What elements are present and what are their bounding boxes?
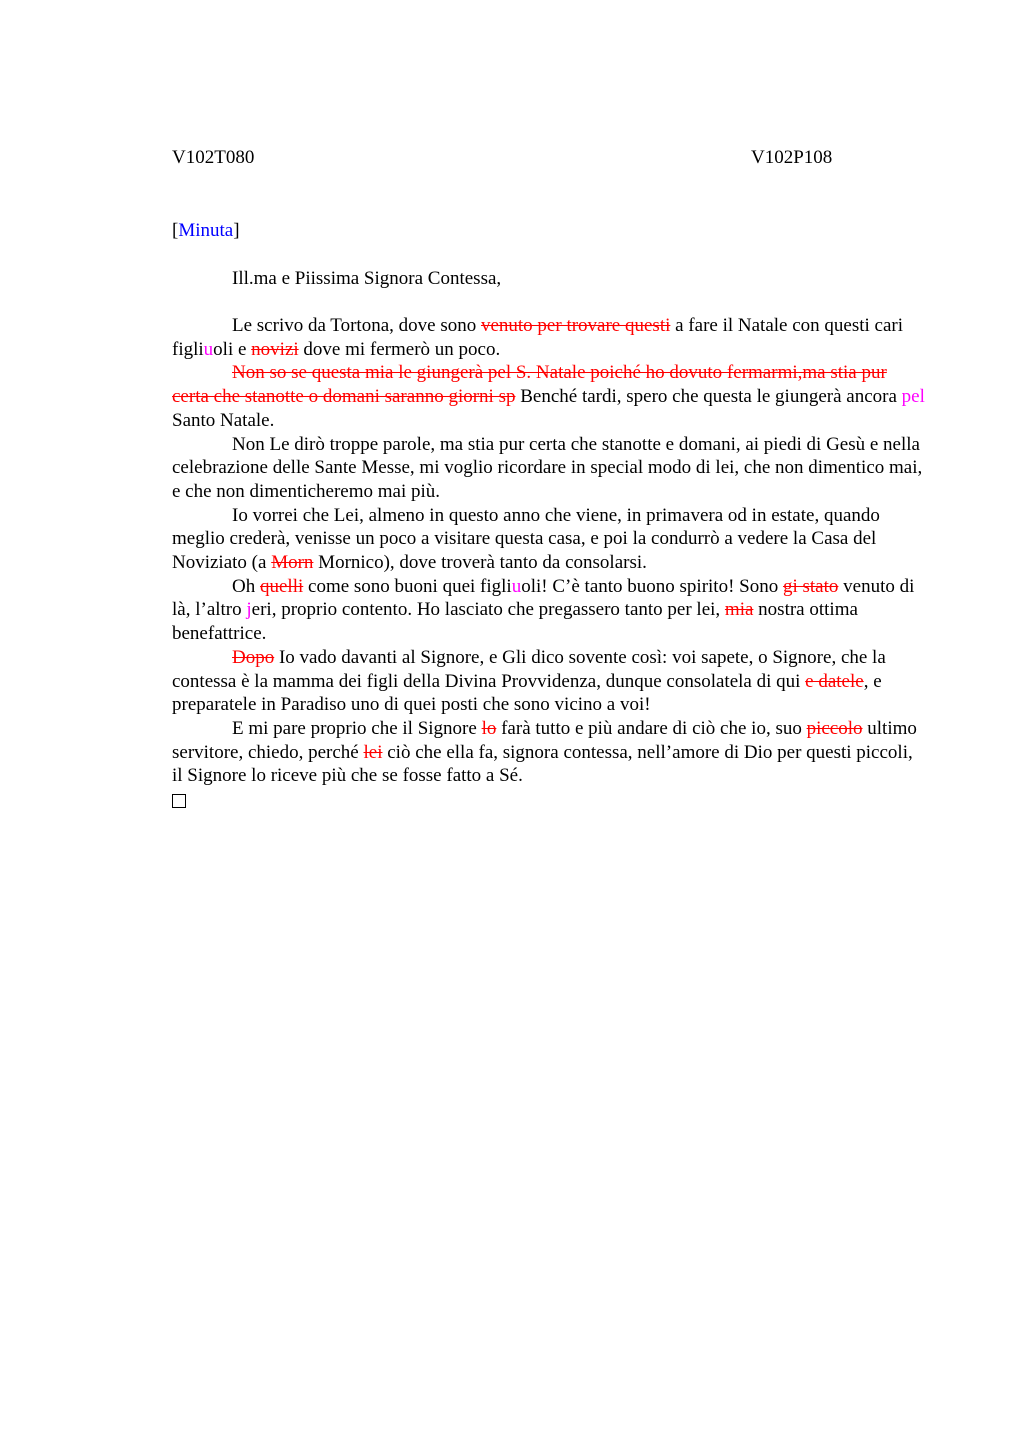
text-run: dove mi fermerò un poco. <box>298 338 501 360</box>
letter-body <box>172 314 928 808</box>
text-run: ultimo servitore, chiedo, perché <box>172 717 917 763</box>
inserted-text: u <box>203 338 214 360</box>
text-run: venuto di là, l’altro <box>172 575 915 621</box>
inserted-text: u <box>511 575 522 597</box>
inserted-text: pel <box>901 386 925 408</box>
paragraph-1 <box>172 314 928 361</box>
text-run: Mornico), dove troverà tanto da consolarsi. <box>313 552 647 574</box>
deleted-text: e datele <box>805 670 864 692</box>
text-run: E mi pare proprio che il Signore <box>232 717 482 739</box>
deleted-text: novizi <box>251 338 299 360</box>
text-run: farà tutto e più andare di ciò che io, suo <box>496 717 807 739</box>
deleted-text: quelli <box>259 575 304 597</box>
paragraph-6 <box>172 646 928 717</box>
deleted-text: lo <box>481 717 497 739</box>
document-code-left: V102T080 <box>172 147 255 168</box>
inserted-text: j <box>246 599 252 621</box>
salutation: Ill.ma e Piissima Signora Contessa, <box>232 268 502 289</box>
deleted-text: piccolo <box>806 717 863 739</box>
square-box-icon <box>172 794 186 808</box>
text-run: Io vado davanti al Signore, e Gli dico sovente così: voi sapete, o Signore, che la contessa è la mamma dei figli della Divina Provvidenza, dunque consolatela di qui <box>172 646 886 692</box>
deleted-text: Morn <box>271 552 314 574</box>
deleted-text: Non so se questa mia le giungerà pel S. Natale poiché ho dovuto fermarmi,ma stia pur certa che stanotte o domani saranno giorni sp <box>172 362 887 408</box>
deleted-text: venuto per trovare questi <box>480 315 671 336</box>
paragraph-4 <box>172 504 928 575</box>
text-run: ciò che ella fa, signora contessa, nell’amore di Dio per questi piccoli, il Signore lo riceve più che se fosse fatto a Sé. <box>172 741 913 787</box>
letter-page <box>172 145 928 808</box>
text-run: Benché tardi, spero che questa le giungerà ancora <box>515 386 902 408</box>
paragraph-7 <box>172 717 928 788</box>
minuta-bracket-open: [ <box>172 220 179 241</box>
deleted-text: gi stato <box>782 575 839 597</box>
paragraph-3 <box>172 433 928 504</box>
text-run: a fare il Natale con questi cari figli <box>172 315 904 360</box>
text-run: oli! C’è tanto buono spirito! Sono <box>521 575 783 597</box>
text-run: Le scrivo da Tortona, dove sono <box>232 315 481 336</box>
text-run: , e preparatele in Paradiso uno di quei posti che sono vicino a voi! <box>172 670 882 716</box>
text-run: Io vorrei che Lei, almeno in questo anno che viene, in primavera od in estate, quando meglio crederà, venisse un poco a visitare questa casa, e poi la condurrò a vedere la Casa del Noviziato (a <box>172 504 880 574</box>
text-run: come sono buoni quei figli <box>303 575 512 597</box>
paragraph-2 <box>172 361 928 432</box>
document-code-right: V102P108 <box>751 147 833 168</box>
minuta-label: Minuta <box>178 220 234 241</box>
document-header <box>172 145 928 171</box>
deleted-text: lei <box>363 741 383 763</box>
text-run: oli e <box>213 338 252 360</box>
text-run: nostra ottima benefattrice. <box>172 599 858 645</box>
paragraph-5 <box>172 575 928 646</box>
text-run: Oh <box>232 575 260 597</box>
minuta-bracket-close: ] <box>233 220 240 241</box>
text-run: eri, proprio contento. Ho lasciato che pregassero tanto per lei, <box>251 599 725 621</box>
deleted-text: mia <box>724 599 754 621</box>
minuta-note <box>172 218 928 244</box>
text-run: Santo Natale. <box>172 409 275 431</box>
deleted-text: Dopo <box>232 646 275 668</box>
text-run: Non Le dirò troppe parole, ma stia pur certa che stanotte e domani, ai piedi di Gesù e nella celebrazione delle Sante Messe, mi voglio ricordare in special modo di lei, che non dimentico mai, e che non dimenticheremo mai più. <box>172 433 923 502</box>
